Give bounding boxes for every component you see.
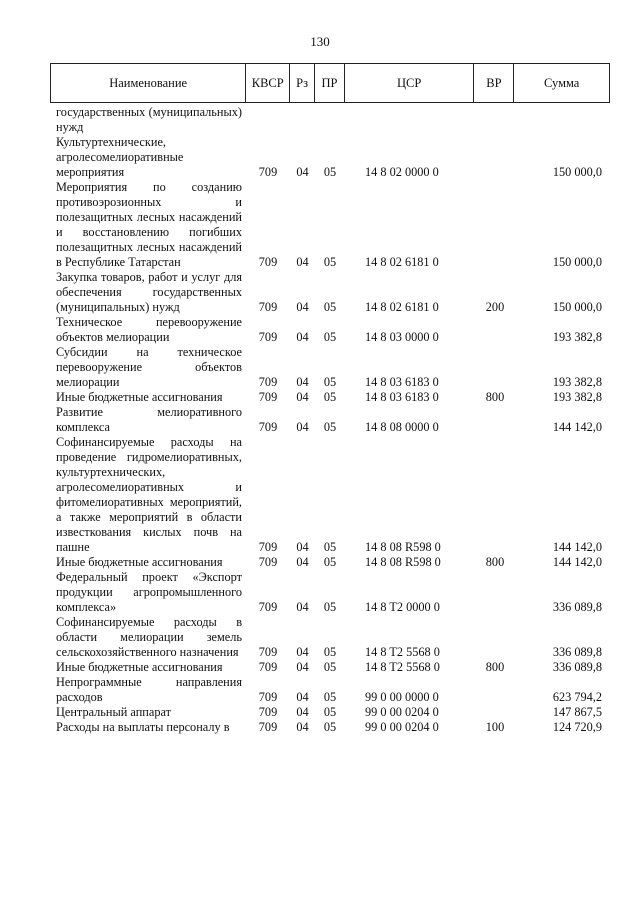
row-name: Культуртехнические, агролесомелиоративные мероприятия [56, 135, 184, 179]
row-kvsr: 709 [258, 255, 278, 269]
row-name: Иные бюджетные ассигнования [56, 555, 223, 569]
row-sum: 193 382,8 [552, 375, 602, 389]
row-vr: 200 [485, 300, 505, 314]
row-name: государственных (муниципальных) нужд [56, 105, 242, 134]
table-row [50, 270, 610, 315]
row-csr: 14 8 02 6181 0 [365, 255, 439, 269]
header-pr: ПР [315, 64, 345, 102]
row-kvsr: 709 [258, 330, 278, 344]
row-csr: 14 8 08 R598 0 [365, 555, 441, 569]
row-kvsr: 709 [258, 645, 278, 659]
row-rz: 04 [296, 645, 309, 659]
row-sum: 144 142,0 [552, 420, 602, 434]
row-csr: 14 8 T2 0000 0 [365, 600, 440, 614]
row-rz: 04 [296, 555, 309, 569]
row-kvsr: 709 [258, 600, 278, 614]
row-csr: 14 8 08 0000 0 [365, 420, 439, 434]
row-rz: 04 [296, 375, 309, 389]
row-vr: 800 [485, 555, 505, 569]
row-vr: 800 [485, 390, 505, 404]
row-pr: 05 [323, 540, 337, 554]
row-sum: 150 000,0 [552, 165, 602, 179]
table-row [50, 615, 610, 660]
row-kvsr: 709 [258, 540, 278, 554]
row-csr: 14 8 02 0000 0 [365, 165, 439, 179]
row-sum: 623 794,2 [552, 690, 602, 704]
row-sum: 150 000,0 [552, 300, 602, 314]
row-rz: 04 [296, 330, 309, 344]
row-name: Федеральный проект «Экспорт продукции агропромышленного комплекса» [56, 570, 242, 614]
row-vr: 800 [485, 660, 505, 674]
row-rz: 04 [296, 420, 309, 434]
row-kvsr: 709 [258, 720, 278, 734]
row-csr: 14 8 02 6181 0 [365, 300, 439, 314]
row-kvsr: 709 [258, 375, 278, 389]
row-name: Закупка товаров, работ и услуг для обеспечения государственных (муниципальных) нужд [56, 270, 242, 314]
row-sum: 147 867,5 [552, 705, 602, 719]
table-row [50, 105, 610, 135]
row-kvsr: 709 [258, 660, 278, 674]
row-kvsr: 709 [258, 420, 278, 434]
row-pr: 05 [323, 720, 337, 734]
table-row [50, 390, 610, 405]
row-kvsr: 709 [258, 165, 278, 179]
table-row [50, 135, 610, 180]
row-sum: 150 000,0 [552, 255, 602, 269]
row-name: Мероприятия по созданию противоэрозионных и полезащитных лесных насаждений и восстановлению погибших полезащитных лесных насаждений в Республике Татарстан [56, 180, 242, 269]
row-sum: 193 382,8 [552, 390, 602, 404]
row-pr: 05 [323, 420, 337, 434]
header-sum: Сумма [543, 75, 580, 90]
row-rz: 04 [296, 390, 309, 404]
row-pr: 05 [323, 705, 337, 719]
table-body [50, 105, 610, 735]
row-sum: 336 089,8 [552, 645, 602, 659]
page-number: 130 [310, 34, 330, 49]
table-header [50, 63, 610, 103]
row-name: Развитие мелиоративного комплекса [56, 405, 242, 434]
row-rz: 04 [296, 540, 309, 554]
table-row [50, 405, 610, 435]
table-row [50, 315, 610, 345]
row-pr: 05 [323, 390, 337, 404]
header-rz: Рз [290, 64, 315, 102]
table-row [50, 660, 610, 675]
row-sum: 144 142,0 [552, 555, 602, 569]
budget-table [50, 63, 610, 735]
row-name: Иные бюджетные ассигнования [56, 390, 223, 404]
row-rz: 04 [296, 600, 309, 614]
table-row [50, 345, 610, 390]
table-row [50, 180, 610, 270]
row-csr: 14 8 03 6183 0 [365, 375, 439, 389]
row-sum: 193 382,8 [552, 330, 602, 344]
row-pr: 05 [323, 330, 337, 344]
table-row [50, 675, 610, 705]
row-sum: 124 720,9 [552, 720, 602, 734]
row-pr: 05 [323, 660, 337, 674]
row-rz: 04 [296, 705, 309, 719]
row-vr: 100 [485, 720, 505, 734]
header-vr: ВР [474, 64, 514, 102]
row-csr: 14 8 T2 5568 0 [365, 660, 440, 674]
row-rz: 04 [296, 300, 309, 314]
table-row [50, 555, 610, 570]
header-kvsr: КВСР [246, 64, 290, 102]
row-pr: 05 [323, 300, 337, 314]
row-csr: 99 0 00 0000 0 [365, 690, 439, 704]
row-pr: 05 [323, 255, 337, 269]
row-csr: 14 8 03 0000 0 [365, 330, 439, 344]
row-csr: 99 0 00 0204 0 [365, 705, 439, 719]
row-csr: 14 8 T2 5568 0 [365, 645, 440, 659]
row-kvsr: 709 [258, 690, 278, 704]
row-kvsr: 709 [258, 705, 278, 719]
row-name: Субсидии на техническое перевооружение объектов мелиорации [56, 345, 242, 389]
table-row [50, 705, 610, 720]
row-sum: 336 089,8 [552, 600, 602, 614]
row-kvsr: 709 [258, 300, 278, 314]
row-pr: 05 [323, 690, 337, 704]
row-name: Софинансируемые расходы на проведение гидромелиоративных, культуртехнических, агролесомелиоративных и фитомелиоративных мероприятий, а также мероприятий в области известкования кислых почв на пашне [56, 435, 242, 554]
header-csr: ЦСР [345, 64, 475, 102]
row-name: Иные бюджетные ассигнования [56, 660, 223, 674]
row-sum: 144 142,0 [552, 540, 602, 554]
header-name: Наименование [51, 64, 246, 102]
row-name: Софинансируемые расходы в области мелиорации земель сельскохозяйственного назначения [56, 615, 242, 659]
table-row [50, 720, 610, 735]
row-rz: 04 [296, 660, 309, 674]
row-pr: 05 [323, 165, 337, 179]
row-rz: 04 [296, 690, 309, 704]
row-kvsr: 709 [258, 390, 278, 404]
row-pr: 05 [323, 600, 337, 614]
row-name: Техническое перевооружение объектов мелиорации [56, 315, 242, 344]
row-csr: 14 8 03 6183 0 [365, 390, 439, 404]
row-csr: 14 8 08 R598 0 [365, 540, 441, 554]
row-name: Непрограммные направления расходов [56, 675, 242, 704]
row-rz: 04 [296, 720, 309, 734]
row-rz: 04 [296, 255, 309, 269]
row-pr: 05 [323, 645, 337, 659]
row-rz: 04 [296, 165, 309, 179]
row-sum: 336 089,8 [552, 660, 602, 674]
row-pr: 05 [323, 375, 337, 389]
row-name: Расходы на выплаты персоналу в [56, 720, 230, 734]
row-kvsr: 709 [258, 555, 278, 569]
row-pr: 05 [323, 555, 337, 569]
row-name: Центральный аппарат [56, 705, 171, 719]
row-csr: 99 0 00 0204 0 [365, 720, 439, 734]
table-row [50, 570, 610, 615]
table-row [50, 435, 610, 555]
